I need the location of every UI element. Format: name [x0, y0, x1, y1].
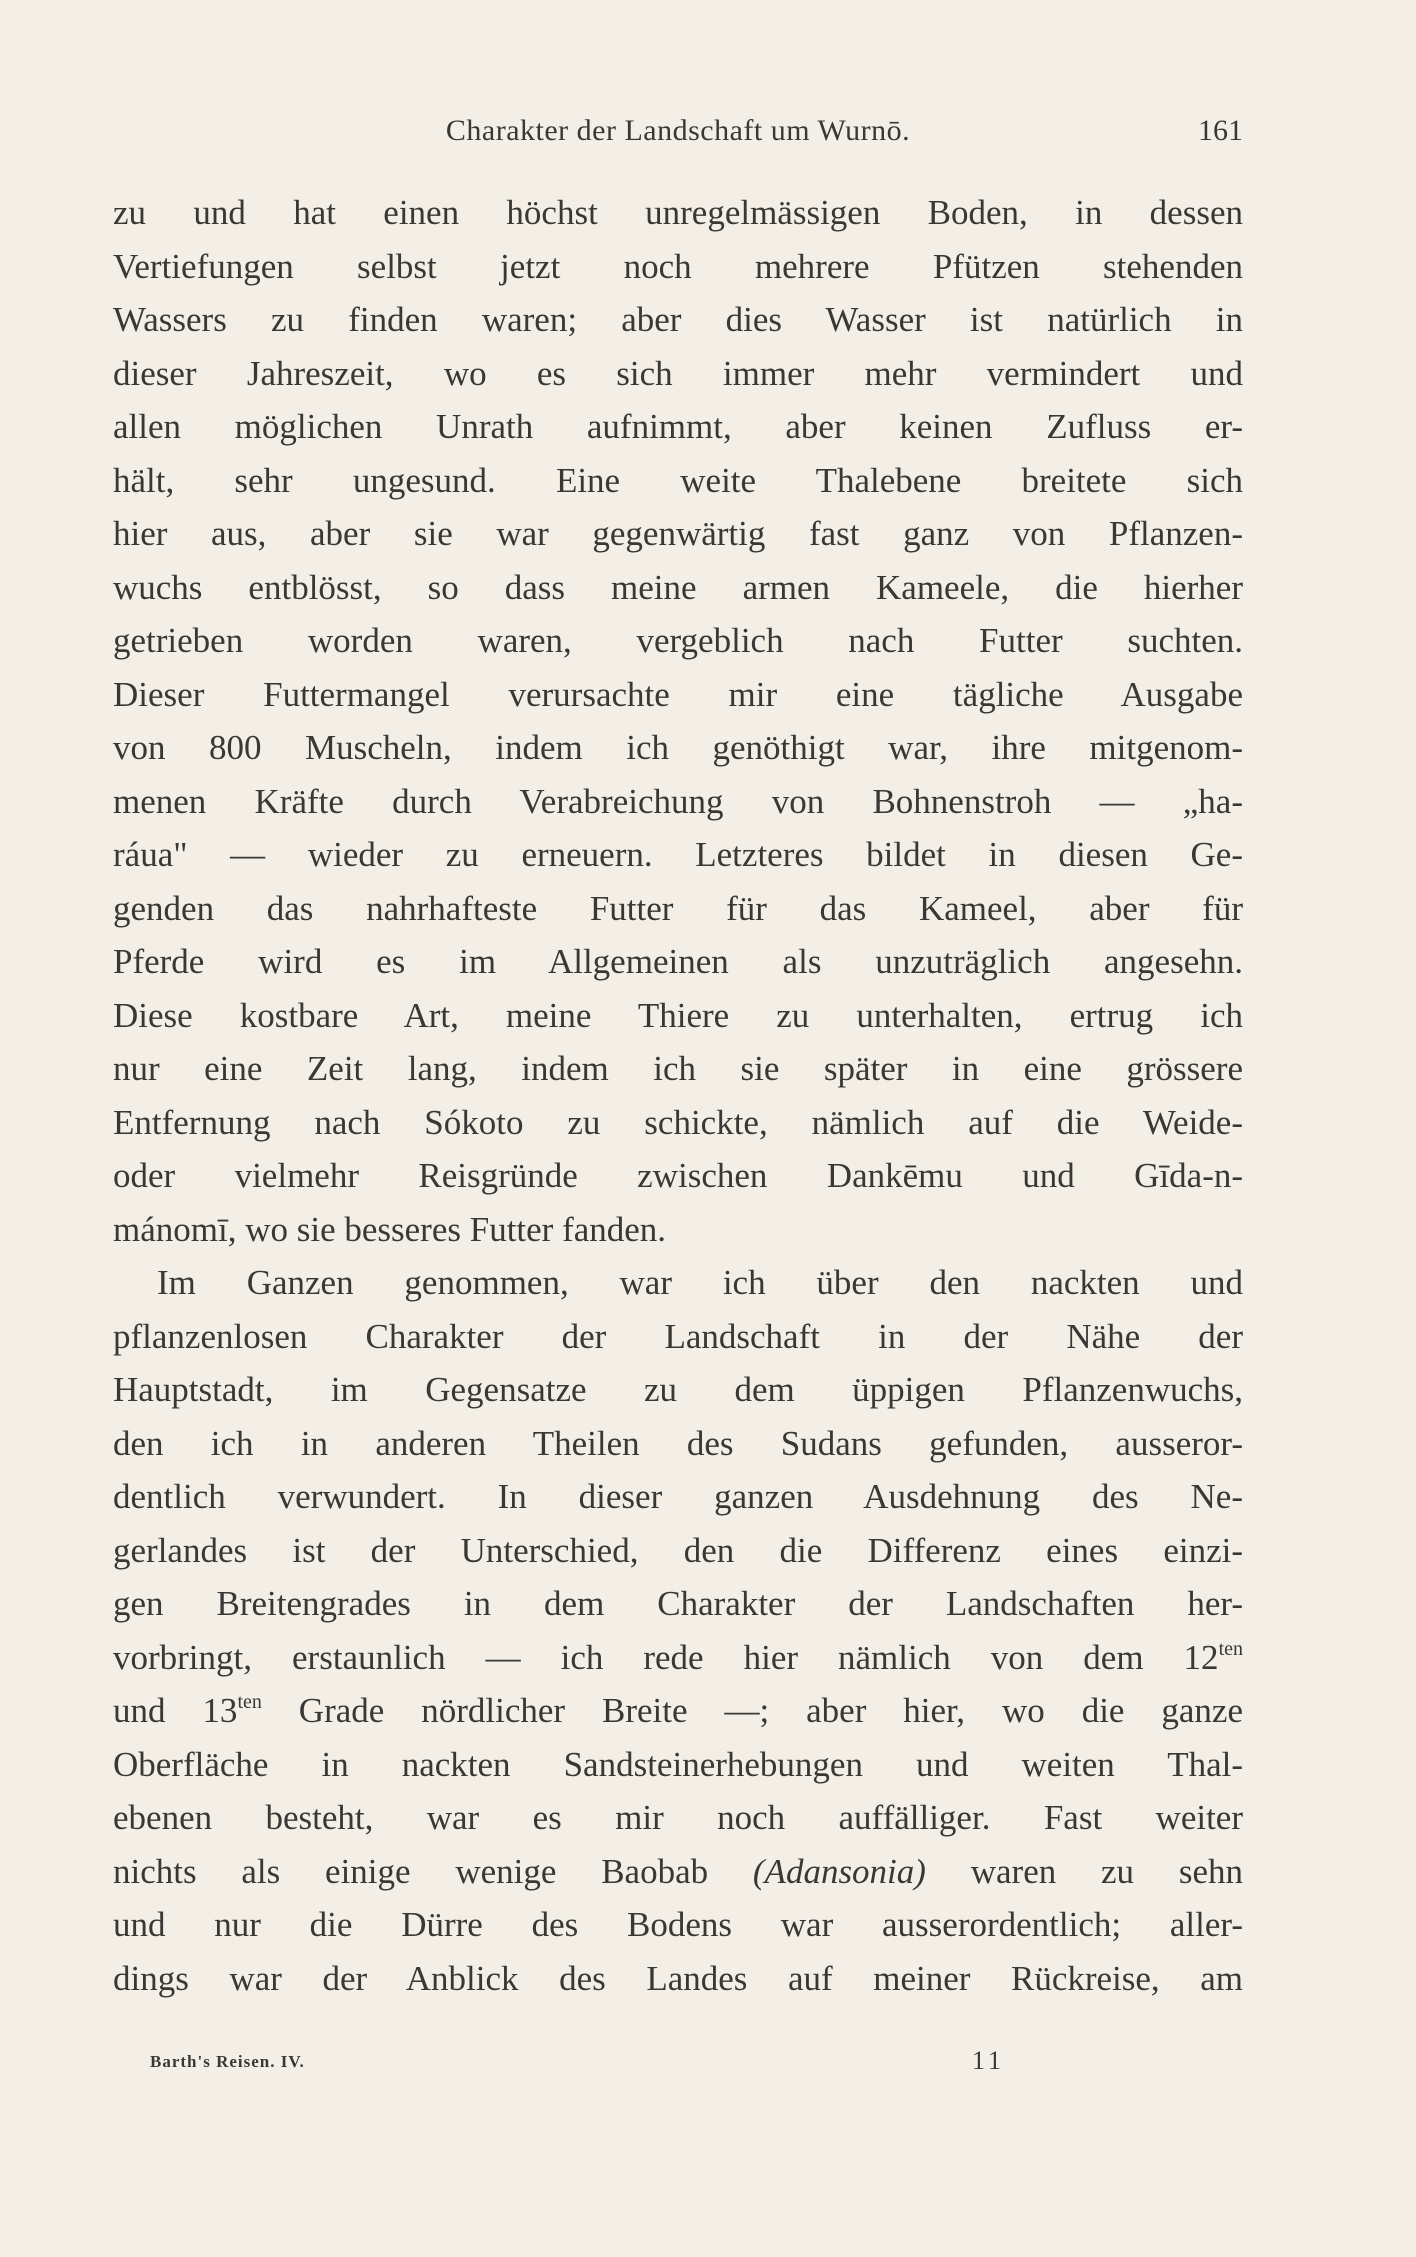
text-line: genden das nahrhafteste Futter für das Kameel, aber für — [113, 888, 1243, 928]
running-head — [113, 112, 1243, 152]
text-line: hält, sehr ungesund. Eine weite Thalebene breitete sich — [113, 460, 1243, 500]
footer-signature: Barth's Reisen. IV. — [150, 2052, 305, 2071]
page-number: 161 — [1198, 114, 1243, 147]
text-line — [113, 1631, 1243, 1685]
text-line: Im Ganzen genommen, war ich über den nackten und — [157, 1263, 1243, 1302]
text-line: pflanzenlosen Charakter der Landschaft in der Nähe der — [113, 1316, 1243, 1356]
text-line: dings war der Anblick des Landes auf meiner Rückreise, am — [113, 1958, 1243, 1998]
text-run: nichts als einige wenige Baobab — [113, 1851, 753, 1891]
text-line: ráua" — wieder zu erneuern. Letzteres bildet in diesen Ge- — [113, 835, 1243, 874]
sheet-mark: 11 — [972, 2046, 1006, 2075]
text-line: Dieser Futtermangel verursachte mir eine tägliche Ausgabe — [113, 674, 1243, 714]
superscript: ten — [1218, 1637, 1243, 1660]
text-line: und nur die Dürre des Bodens war ausserordentlich; aller- — [113, 1905, 1243, 1944]
text-line: Diese kostbare Art, meine Thiere zu unterhalten, ertrug ich — [113, 995, 1243, 1035]
text-line: Hauptstadt, im Gegensatze zu dem üppigen Pflanzenwuchs, — [113, 1370, 1243, 1409]
text-run: vorbringt, erstaunlich — ich rede hier nämlich von dem 12 — [113, 1637, 1219, 1677]
italic-term: (Adansonia) — [752, 1851, 926, 1891]
text-line: hier aus, aber sie war gegenwärtig fast ganz von Pflanzen- — [113, 514, 1243, 553]
text-line: menen Kräfte durch Verabreichung von Bohnenstroh — „ha- — [113, 781, 1243, 821]
text-line: dentlich verwundert. In dieser ganzen Ausdehnung des Ne- — [113, 1477, 1243, 1516]
text-run: und 13 — [113, 1691, 238, 1730]
running-title: Charakter der Landschaft um Wurnō. — [445, 114, 911, 147]
text-line: Pferde wird es im Allgemeinen als unzuträglich angesehn. — [113, 942, 1243, 981]
text-line: nur eine Zeit lang, indem ich sie später in eine grössere — [113, 1049, 1243, 1088]
text-line: mánomī, wo sie besseres Futter fanden. — [113, 1209, 667, 1249]
text-line: oder vielmehr Reisgründe zwischen Dankēmu und Gīda-n- — [113, 1156, 1243, 1195]
text-line: Oberfläche in nackten Sandsteinerhebungen und weiten Thal- — [113, 1744, 1243, 1784]
text-line: den ich in anderen Theilen des Sudans gefunden, ausseror- — [113, 1423, 1243, 1463]
text-line: Vertiefungen selbst jetzt noch mehrere Pfützen stehenden — [113, 246, 1243, 286]
text-line: allen möglichen Unrath aufnimmt, aber keinen Zufluss er- — [113, 407, 1243, 446]
text-line: Entfernung nach Sókoto zu schickte, nämlich auf die Weide- — [113, 1102, 1243, 1142]
text-run: Grade nördlicher Breite —; aber hier, wo die ganze — [261, 1691, 1243, 1730]
text-line: getrieben worden waren, vergeblich nach Futter suchten. — [113, 621, 1243, 660]
text-line: ebenen besteht, war es mir noch auffälliger. Fast weiter — [113, 1798, 1243, 1837]
page-footer — [150, 2046, 1230, 2082]
superscript: ten — [237, 1691, 262, 1713]
text-line: von 800 Muscheln, indem ich genöthigt war, ihre mitgenom- — [113, 728, 1243, 767]
text-line: zu und hat einen höchst unregelmässigen Boden, in dessen — [113, 193, 1243, 232]
text-run: waren zu sehn — [925, 1851, 1243, 1891]
text-line: wuchs entblösst, so dass meine armen Kameele, die hierher — [113, 567, 1243, 607]
text-line: Wassers zu finden waren; aber dies Wasser ist natürlich in — [113, 300, 1243, 339]
text-line — [113, 1845, 1243, 1899]
body-text — [113, 186, 1243, 2005]
text-line: dieser Jahreszeit, wo es sich immer mehr vermindert und — [113, 353, 1243, 393]
text-line: gen Breitengrades in dem Charakter der Landschaften her- — [113, 1584, 1243, 1623]
text-line — [113, 1684, 1243, 1738]
text-line: gerlandes ist der Unterschied, den die Differenz eines einzi- — [113, 1530, 1243, 1570]
